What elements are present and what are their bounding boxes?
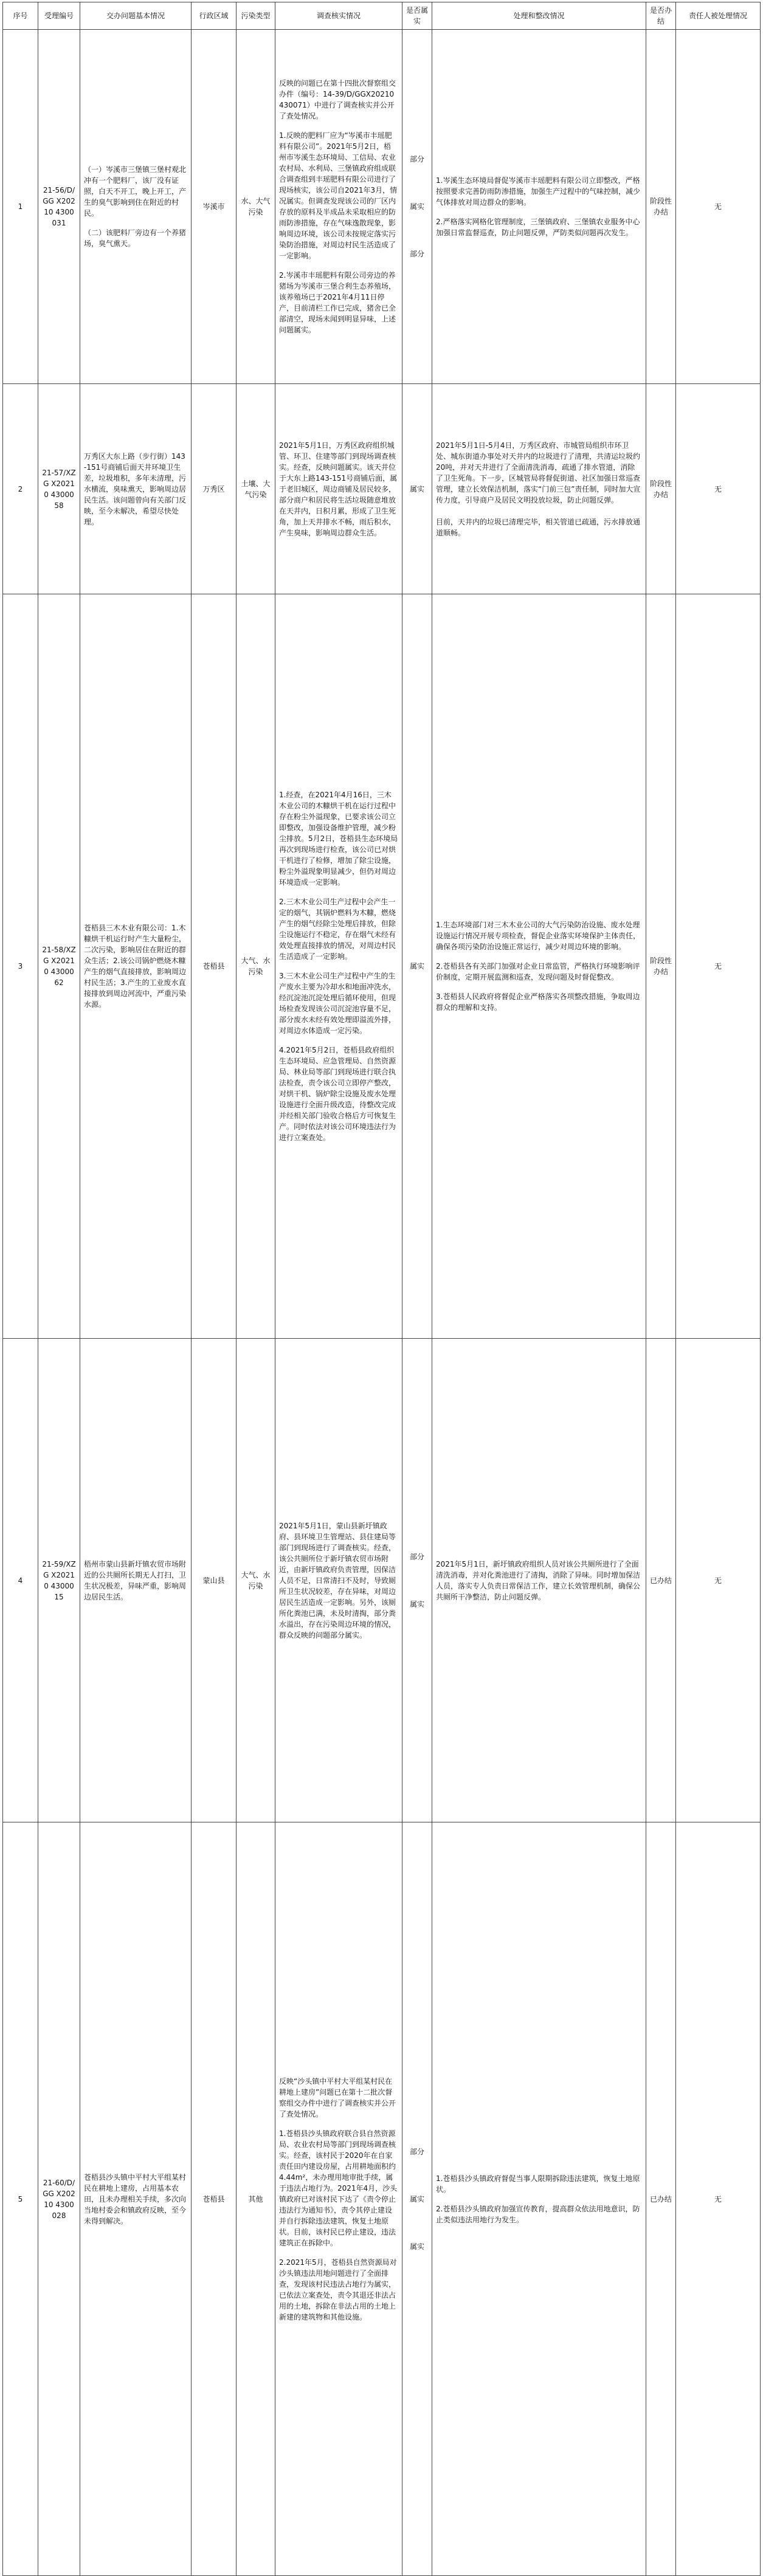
completion-status: 已办结 [646,1822,676,2576]
problem-paragraph: 苍梧县沙头镇中平村大平组某村民在耕地上建房，占用基本农田，且未办理相关手续，多次向当地村委会和镇政府反映，至今未得到解决。 [84,2172,187,2225]
row-index: 2 [3,384,38,594]
column-header: 污染类型 [236,2,275,30]
problem-description [80,594,192,1339]
action-paragraph: 2.苍梧县各有关部门加强对企业日常监管，严格执行环境影响评价制度，定期开展监测和巡查，发现问题及时督促整改。 [436,962,640,981]
column-header: 受理编号 [38,2,80,30]
rectification-actions [432,384,646,594]
pollution-type: 土壤、大气污染 [236,384,275,594]
column-header: 序号 [3,2,38,30]
responsible-person-handling: 无 [676,1822,761,2576]
verification-paragraph: 反映“沙头镇中平村大平组某村民在耕地上建房”问题已在第十二批次督察组交办件中进行了调查核实并公开了查处情况。 [279,2076,396,2118]
verified-status [402,1822,432,2576]
responsible-person-handling: 无 [676,30,761,384]
verification-paragraph: 2021年5月1日，蒙山县新圩镇政府、县环境卫生管理站、县住建局等部门到现场进行了调查核实。经查，该公共厕所位于新圩镇农贸市场附近，由新圩镇政府负责管理，因保洁人员不足，日常清扫不及时，导致厕所卫生状况较差，存在异味，对周边居民生活造成一定影响。另外，该厕所化粪池已满，未及时清掏，部分粪水溢出，存在污染周边环境的情况，群众反映的问题部分属实。 [279,1521,396,1640]
problem-paragraph: （一）岑溪市三堡镇三堡村观北冲有一个肥料厂，该厂没有证照，白天不开工，晚上开工，产生的臭气影响到住在附近的村民。 [84,165,187,218]
problem-description [80,1339,192,1822]
case-code: 21-58/XZG X20210 4300062 [38,594,80,1339]
verification-paragraph: 1.经查，在2021年4月16日，三木木业公司的木糠烘干机在运行过程中存在粉尘外溢现象，已要求该公司立即整改，加强设备维护管理，减少粉尘排放。5月2日，苍梧县生态环境局再次到现场进行检查，该公司已对烘干机进行了检修，增加了除尘设施，粉尘外溢现象明显减少，但仍对周边环境造成一定影响。 [279,791,398,887]
pollution-type: 大气、水污染 [236,594,275,1339]
table-row [3,594,761,1339]
verified-value: 部分 [409,1552,424,1561]
action-paragraph: 1.岑溪生态环境局督促岑溪市丰瑶肥料有限公司立即整改，严格按照要求完善防雨防渗措施，加强生产过程中的气味控制，减少气体排放对周边群众的影响。 [436,176,641,207]
case-code: 21-59/XZG X20210 4300015 [38,1339,80,1822]
region: 蒙山县 [192,1339,236,1822]
verified-status [402,384,432,594]
problem-description [80,30,192,384]
rectification-actions [432,594,646,1339]
column-header: 责任人被处理情况 [676,2,761,30]
verification-paragraph: 2021年5月1日，万秀区政府组织城管、环卫、住建等部门到现场调查核实。经查，反映问题属实。该天井位于大东上路143-151号商铺后面，属于老旧城区，周边商铺及居民较多，部分商户和居民将生活垃圾随意堆放在天井内，日积月累，形成了卫生死角，加上天井排水不畅，雨后积水，产生臭味，影响周边群众生活。 [279,441,398,537]
table-row [3,30,761,384]
problem-paragraph: 梧州市蒙山县新圩镇农贸市场附近的公共厕所长期无人打扫，卫生状况极差，异味严重，影响周边居民生活。 [84,1559,187,1601]
region: 苍梧县 [192,1822,236,2576]
completion-status: 阶段性办结 [646,30,676,384]
rectification-actions [432,30,646,384]
rectification-actions [432,1822,646,2576]
verified-value: 属实 [409,1599,424,1609]
column-header: 行政区域 [192,2,236,30]
completion-status: 阶段性办结 [646,594,676,1339]
verified-value: 属实 [409,962,424,970]
action-paragraph: 2.苍梧县沙头镇政府加强宣传教育，提高群众依法用地意识，防止类似违法用地行为发生。 [436,2204,640,2224]
verification-paragraph: 3.三木木业公司生产过程中产生的生产废水主要为冷却水和地面冲洗水，经沉淀池沉淀处理后循环使用，但现场检查发现该公司沉淀池容量不足，部分废水未经有效处理即溢流外排，对周边水体造成一定污染。 [279,972,396,1035]
rectification-actions [432,1339,646,1822]
verified-value: 部分 [409,250,424,258]
verification-paragraph: 4.2021年5月2日，苍梧县政府组织生态环境局、应急管理局、自然资源局、林业局等部门到现场进行联合执法检查，责令该公司立即停产整改，对烘干机、锅炉除尘设施及废水处理设施进行全面升级改造，待整改完成并经相关部门验收合格后方可恢复生产。同时依法对该公司环境违法行为进行立案查处。 [279,1046,396,1142]
problem-description [80,1822,192,2576]
responsible-person-handling: 无 [676,1339,761,1822]
row-index: 1 [3,30,38,384]
problem-description [80,384,192,594]
responsible-person-handling: 无 [676,384,761,594]
verification-paragraph: 2.三木木业公司生产过程中会产生一定的烟气，其锅炉燃料为木糠，燃烧产生的烟气经除尘处理后排放，但除尘设施运行不稳定，存在烟气未经有效处理直接排放的情况，对周边村民生活造成了一定影响。 [279,898,396,961]
pollution-type: 其他 [236,1822,275,2576]
report-table [2,2,761,2576]
verification-details [275,594,402,1339]
case-code: 21-56/D/GG X20210 4300031 [38,30,80,384]
problem-paragraph: 万秀区大东上路（步行街）143-151号商铺后面天井环境卫生差，垃圾堆积，多年未清理，污水横流，臭味熏天，影响周边居民生活。该问题曾向有关部门反映，至今未解决，希望尽快处理。 [84,452,187,526]
verified-value: 属实 [409,202,424,211]
verified-status [402,594,432,1339]
row-index: 5 [3,1822,38,2576]
verification-details [275,1822,402,2576]
verification-paragraph: 2.2021年5月，苍梧县自然资源局对沙头镇违法用地问题进行了全面排查，发现该村民违法占地行为属实，已依法立案查处，责令其退还非法占用的土地，拆除在非法占用的土地上新建的建筑物和其他设施。 [279,2258,397,2321]
completion-status: 阶段性办结 [646,384,676,594]
verification-details [275,1339,402,1822]
verification-details [275,384,402,594]
action-paragraph: 2.严格落实网格化管理制度，三堡镇政府、三堡镇农业服务中心加强日常监督巡查，防止问题反弹，严防类似问题再次发生。 [436,218,640,237]
row-index: 4 [3,1339,38,1822]
action-paragraph: 1.苍梧县沙头镇政府督促当事人限期拆除违法建筑，恢复土地原状。 [436,2174,640,2194]
action-paragraph: 1.生态环境部门对三木木业公司的大气污染防治设施、废水处理设施运行情况开展专项检查，督促企业落实环境保护主体责任，确保各项污染防治设施正常运行，减少对周边环境的影响。 [436,921,641,951]
action-paragraph: 2021年5月1日，新圩镇政府组织人员对该公共厕所进行了全面清洗消毒，并对化粪池进行了清掏，消除了异味。同时增加保洁人员，落实专人负责日常保洁工作，建立长效管理机制，确保公共厕所干净整洁，防止问题反弹。 [436,1559,641,1601]
case-code: 21-60/D/GG X20210 4300028 [38,1822,80,2576]
pollution-type: 大气、水污染 [236,1339,275,1822]
verification-paragraph: 1.反映的肥料厂应为“岑溪市丰瑶肥料有限公司”。2021年5月2日，梧州市岑溪生态环境局、工信局、农业农村局、水利局、三堡镇政府组成联合调查组到丰瑶肥料有限公司进行了现场核实，该公司自2021年3月，情况属实。但调查发现该公司的厂区内存放的原料及半成品未采取相应的防雨防渗措施，存在气味逸散现象，影响周边环境，该公司未按规定落实污染防治措施，对周边村民生活造成了一定影响。 [279,131,398,260]
verified-status [402,1339,432,1822]
verification-paragraph: 反映的问题已在第十四批次督察组交办件（编号：14-39/D/GGX20210430071）中进行了调查核实并公开了查处情况。 [279,79,396,120]
table-row [3,1339,761,1822]
region: 苍梧县 [192,594,236,1339]
completion-status: 已办结 [646,1339,676,1822]
verified-status [402,30,432,384]
column-header: 交办问题基本情况 [80,2,192,30]
column-header: 处理和整改情况 [432,2,646,30]
verified-value: 部分 [409,2147,424,2156]
verification-paragraph: 2.岑溪市丰瑶肥料有限公司旁边的养猪场为岑溪市三堡合利生态养殖场，该养殖场已于2021年4月11日停产，目前清栏工作已完成，猪舍已全部清空，现场未闻到明显异味，上述问题属实。 [279,271,396,334]
problem-paragraph: （二）该肥料厂旁边有一个养猪场，臭气熏天。 [84,228,187,248]
responsible-person-handling: 无 [676,594,761,1339]
row-index: 3 [3,594,38,1339]
case-code: 21-57/XZG X20210 4300058 [38,384,80,594]
column-header: 是否属实 [402,2,432,30]
action-paragraph: 3.苍梧县人民政府将督促企业严格落实各项整改措施，争取周边群众的理解和支持。 [436,992,640,1012]
verification-paragraph: 1.苍梧县沙头镇政府联合县自然资源局、农业农村局等部门到现场调查核实。经查，该村民于2020年在自家责任田内建设房屋，占用耕地面积约4.44m²，未办理用地审批手续，属于违法占地行为。2021年4月，沙头镇政府已对该村民下达了《责令停止违法行为通知书》，责令其停止建设并自行拆除违法建筑，恢复土地原状。目前，该村民已停止建设，违法建筑正在拆除中。 [279,2129,398,2247]
table-header-row [3,2,761,30]
pollution-type: 水、大气污染 [236,30,275,384]
region: 岑溪市 [192,30,236,384]
column-header: 是否办结 [646,2,676,30]
action-paragraph: 2021年5月1日-5月4日，万秀区政府、市城管局组织市环卫处、城东街道办事处对天井内的垃圾进行了清理，共清运垃圾约20吨，并对天井进行了全面清洗消毒，疏通了排水管道，消除了卫生死角。下一步，区城管局将督促街道、社区加强日常巡查管理，建立长效保洁机制，落实“门前三包”责任制，同时加大宣传力度，引导商户及居民文明投放垃圾，防止问题反弹。 目前，天井内的垃圾已清理完毕，相关管道已疏通，污水排放通道顺畅。 [436,441,641,537]
verified-value: 属实 [409,2242,424,2251]
region: 万秀区 [192,384,236,594]
verification-details [275,30,402,384]
table-row [3,1822,761,2576]
verified-value: 属实 [409,484,424,493]
column-header: 调查核实情况 [275,2,402,30]
verified-value: 属实 [409,2194,424,2203]
table-row [3,384,761,594]
verified-value: 部分 [409,155,424,163]
problem-paragraph: 苍梧县三木木业有限公司：1.木糠烘干机运行时产生大量粉尘，二次污染，影响居住在附近的群众生活；2.该公司锅炉燃烧木糠产生的烟气直接排放，影响周边村民生活；3.产生的工业废水直接排放到周边河流中，严重污染水源。 [84,924,187,1009]
